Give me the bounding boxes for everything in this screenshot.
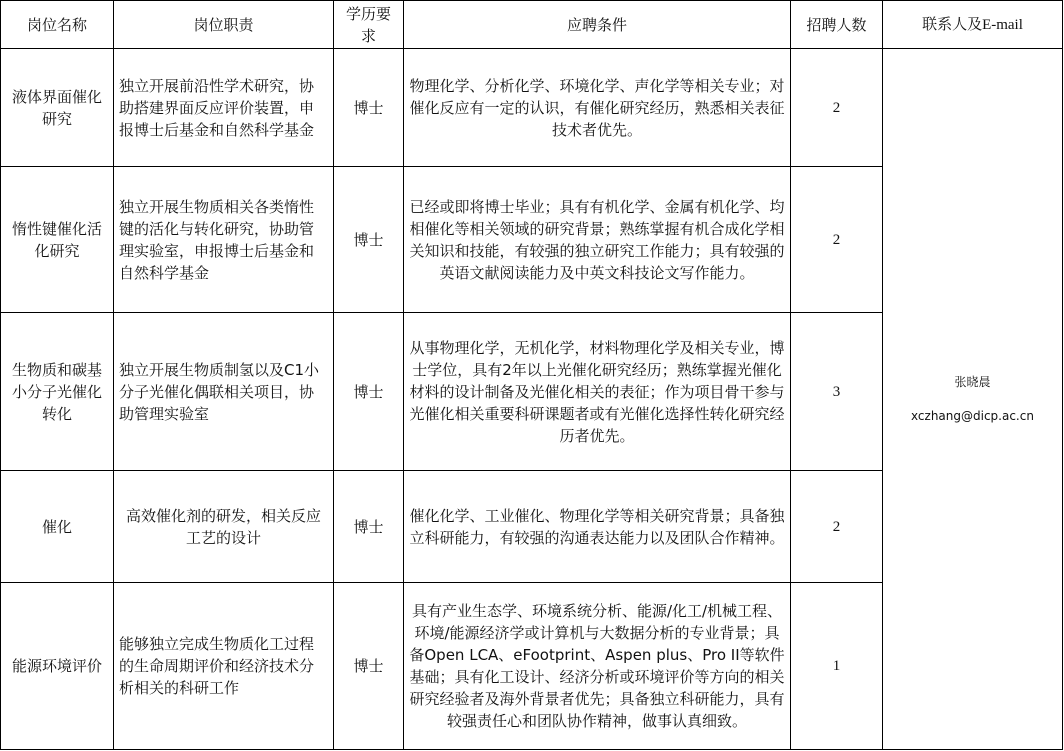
position-cell: 液体界面催化研究 <box>1 49 114 167</box>
count-cell: 2 <box>791 167 883 313</box>
requirements-cell: 已经或即将博士毕业；具有有机化学、金属有机化学、均相催化等相关领域的研究背景；熟练掌握有机合成化学相关知识和技能，有较强的独立研究工作能力；具有较强的英语文献阅读能力及中英文科技论文写作能力。 <box>404 167 791 313</box>
degree-cell: 博士 <box>334 167 404 313</box>
degree-cell: 博士 <box>334 471 404 583</box>
count-cell: 3 <box>791 313 883 471</box>
degree-cell: 博士 <box>334 313 404 471</box>
count-cell: 2 <box>791 471 883 583</box>
degree-cell: 博士 <box>334 583 404 750</box>
contact-cell <box>883 49 1063 750</box>
header-contact: 联系人及E-mail <box>883 1 1063 49</box>
duties-cell: 高效催化剂的研发，相关反应工艺的设计 <box>114 471 334 583</box>
duties-cell: 能够独立完成生物质化工过程的生命周期评价和经济技术分析相关的科研工作 <box>114 583 334 750</box>
degree-cell: 博士 <box>334 49 404 167</box>
requirements-cell: 从事物理化学，无机化学，材料物理化学及相关专业，博士学位，具有2年以上光催化研究经历；熟练掌握光催化材料的设计制备及光催化相关的表征；作为项目骨干参与光催化相关重要科研课题者或有光催化选择性转化研究经历者优先。 <box>404 313 791 471</box>
contact-name: 张晓晨 <box>954 375 991 389</box>
count-cell: 1 <box>791 583 883 750</box>
header-degree: 学历要求 <box>334 1 404 49</box>
header-duties: 岗位职责 <box>114 1 334 49</box>
table-row <box>1 49 1063 167</box>
duties-cell: 独立开展前沿性学术研究，协助搭建界面反应评价装置，申报博士后基金和自然科学基金 <box>114 49 334 167</box>
duties-cell: 独立开展生物质制氢以及C1小分子光催化偶联相关项目，协助管理实验室 <box>114 313 334 471</box>
position-cell: 能源环境评价 <box>1 583 114 750</box>
header-requirements: 应聘条件 <box>404 1 791 49</box>
position-cell: 催化 <box>1 471 114 583</box>
count-cell: 2 <box>791 49 883 167</box>
requirements-cell: 具有产业生态学、环境系统分析、能源/化工/机械工程、环境/能源经济学或计算机与大数据分析的专业背景；具备Open LCA、eFootprint、Aspen plus、Pro II等软件基础；具有化工设计、经济分析或环境评价等方向的相关研究经验者及海外背景者优先；具备独立科研能力，具有较强责任心和团队协作精神，做事认真细致。 <box>404 583 791 750</box>
duties-cell: 独立开展生物质相关各类惰性键的活化与转化研究，协助管理实验室，申报博士后基金和自然科学基金 <box>114 167 334 313</box>
position-cell: 惰性键催化活化研究 <box>1 167 114 313</box>
requirements-cell: 催化化学、工业催化、物理化学等相关研究背景；具备独立科研能力，有较强的沟通表达能力以及团队合作精神。 <box>404 471 791 583</box>
header-position: 岗位名称 <box>1 1 114 49</box>
position-cell: 生物质和碳基小分子光催化转化 <box>1 313 114 471</box>
header-count: 招聘人数 <box>791 1 883 49</box>
header-row <box>1 1 1063 49</box>
contact-email: xczhang@dicp.ac.cn <box>911 409 1034 423</box>
requirements-cell: 物理化学、分析化学、环境化学、声化学等相关专业；对催化反应有一定的认识，有催化研究经历，熟悉相关表征技术者优先。 <box>404 49 791 167</box>
